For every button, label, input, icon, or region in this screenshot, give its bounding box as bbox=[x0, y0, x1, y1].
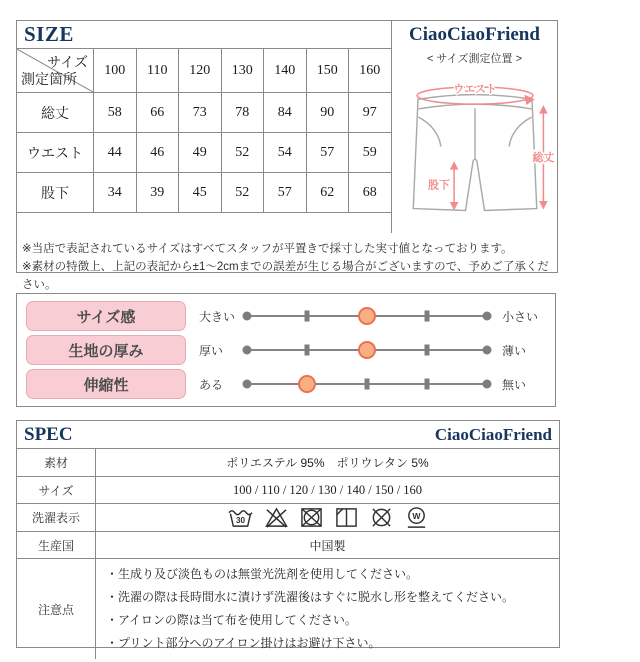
spec-row-material bbox=[17, 449, 559, 477]
table-cell: 44 bbox=[94, 133, 137, 173]
size-column-header: 130 bbox=[221, 49, 264, 93]
wet-clean-icon bbox=[404, 506, 429, 529]
slider-track bbox=[247, 339, 487, 361]
care-note-line: ・洗濯の際は長時間水に漬けず洗濯後はすぐに脱水し形を整えてください。 bbox=[106, 590, 515, 604]
size-table-area bbox=[17, 21, 391, 233]
slider-tick bbox=[425, 311, 430, 322]
size-section-title: SIZE bbox=[24, 22, 74, 46]
table-cell: 39 bbox=[136, 173, 179, 213]
size-disclaimer-notes bbox=[17, 233, 557, 294]
length-arrowhead-top bbox=[539, 105, 548, 114]
pants-measurement-illustration bbox=[394, 68, 556, 220]
table-cell: 84 bbox=[264, 93, 307, 133]
corner-label-measure-point: 測定箇所 bbox=[21, 71, 77, 87]
length-label: 総丈 bbox=[531, 152, 554, 165]
spec-header bbox=[17, 421, 559, 449]
table-cell: 78 bbox=[221, 93, 264, 133]
slider-marker bbox=[358, 341, 376, 359]
size-section bbox=[16, 20, 558, 291]
slider-endpoint-dot bbox=[483, 346, 492, 355]
slider-tick bbox=[425, 379, 430, 390]
laundry-icons bbox=[96, 504, 559, 531]
spec-row-care-notes bbox=[17, 559, 559, 659]
corner-label-size: サイズ bbox=[47, 54, 88, 70]
slider-endpoint-dot bbox=[243, 312, 252, 321]
svg-text:30: 30 bbox=[235, 516, 245, 526]
table-cell: 52 bbox=[221, 133, 264, 173]
length-arrowhead-bottom bbox=[539, 201, 548, 210]
row-label: 股下 bbox=[17, 173, 94, 213]
table-cell: 46 bbox=[136, 133, 179, 173]
table-row-inseam bbox=[17, 173, 392, 213]
slider-endpoint-dot bbox=[243, 380, 252, 389]
pants-diagram bbox=[392, 68, 557, 225]
size-range-value: 100 / 110 / 120 / 130 / 140 / 150 / 160 bbox=[232, 482, 423, 497]
size-upper-area bbox=[17, 21, 557, 233]
table-row-total-length bbox=[17, 93, 392, 133]
spec-row-country bbox=[17, 532, 559, 559]
inseam-arrowhead-bottom bbox=[449, 202, 458, 211]
slider-row-size-feel bbox=[17, 299, 555, 333]
spec-row-size bbox=[17, 477, 559, 504]
table-cell: 52 bbox=[221, 173, 264, 213]
care-note-line: ・アイロンの際は当て布を使用してください。 bbox=[106, 613, 357, 627]
row-label: 総丈 bbox=[17, 93, 94, 133]
slider-track bbox=[247, 305, 487, 327]
slider-left-label: 大きい bbox=[199, 309, 236, 324]
table-cell: 73 bbox=[179, 93, 222, 133]
size-column-header: 140 bbox=[264, 49, 307, 93]
table-cell: 58 bbox=[94, 93, 137, 133]
table-cell: 66 bbox=[136, 93, 179, 133]
slider-left-label: ある bbox=[199, 377, 224, 392]
spec-row-label: 洗濯表示 bbox=[17, 504, 96, 531]
slider-label: サイズ感 bbox=[76, 308, 136, 326]
spec-row-label: 注意点 bbox=[17, 559, 96, 659]
slider-track bbox=[247, 373, 487, 395]
country-value: 中国製 bbox=[309, 538, 346, 553]
row-label: ウエスト bbox=[17, 133, 94, 173]
slider-label-badge bbox=[26, 369, 186, 399]
slider-right-label: 無い bbox=[502, 377, 527, 392]
size-table bbox=[16, 48, 392, 213]
no-tumble-dry-icon bbox=[299, 506, 324, 529]
material-value: ポリエステル 95% ポリウレタン 5% bbox=[226, 456, 429, 470]
table-cell: 68 bbox=[349, 173, 392, 213]
size-column-header: 150 bbox=[306, 49, 349, 93]
care-note-line: ・プリント部分へのアイロン掛けはお避け下さい。 bbox=[106, 636, 381, 650]
table-cell: 49 bbox=[179, 133, 222, 173]
slider-right-label: 小さい bbox=[502, 309, 539, 324]
table-cell: 54 bbox=[264, 133, 307, 173]
inseam-label: 股下 bbox=[427, 179, 450, 192]
spec-row-laundry bbox=[17, 504, 559, 532]
table-cell: 90 bbox=[306, 93, 349, 133]
disclaimer-line: ※当店で表記されているサイズはすべてスタッフが平置きで採寸した実寸値となっております。 bbox=[22, 243, 513, 255]
size-column-header: 110 bbox=[136, 49, 179, 93]
no-bleach-icon bbox=[264, 506, 289, 529]
table-cell: 45 bbox=[179, 173, 222, 213]
wash-30-icon bbox=[227, 506, 254, 529]
no-dry-clean-icon bbox=[369, 506, 394, 529]
slider-marker bbox=[358, 307, 376, 325]
slider-tick bbox=[305, 311, 310, 322]
table-cell: 62 bbox=[306, 173, 349, 213]
slider-label: 伸縮性 bbox=[83, 376, 129, 394]
slider-label: 生地の厚み bbox=[68, 342, 144, 360]
spec-section-title: SPEC bbox=[24, 423, 73, 445]
care-note-line: ・生成り及び淡色ものは無蛍光洗剤を使用してください。 bbox=[106, 567, 419, 581]
table-row-waist bbox=[17, 133, 392, 173]
table-cell: 34 bbox=[94, 173, 137, 213]
care-notes-list bbox=[96, 559, 559, 659]
feature-sliders-section bbox=[16, 293, 556, 407]
inseam-arrowhead-top bbox=[449, 161, 458, 170]
disclaimer-line: ※素材の特徴上、上記の表記から±1～2cmまでの誤差が生じる場合がございますので、予めご了承ください。 bbox=[22, 260, 549, 291]
spec-row-label: 生産国 bbox=[17, 532, 96, 558]
slider-row-fabric-thickness bbox=[17, 333, 555, 367]
slider-endpoint-dot bbox=[483, 380, 492, 389]
slider-label-badge bbox=[26, 301, 186, 331]
table-cell: 59 bbox=[349, 133, 392, 173]
slider-left-label: 厚い bbox=[199, 343, 224, 358]
size-column-header: 120 bbox=[179, 49, 222, 93]
waist-label: ウエスト bbox=[452, 83, 497, 96]
spec-row-label: 素材 bbox=[17, 449, 96, 476]
slider-right-label: 薄い bbox=[502, 343, 527, 358]
slider-endpoint-dot bbox=[483, 312, 492, 321]
brand-logo-text: CiaoCiaoFriend bbox=[434, 424, 552, 444]
spec-row-label: サイズ bbox=[17, 477, 96, 503]
slider-marker bbox=[298, 375, 316, 393]
svg-text:W: W bbox=[411, 510, 421, 521]
slider-endpoint-dot bbox=[243, 346, 252, 355]
slider-tick bbox=[425, 345, 430, 356]
slider-tick bbox=[305, 345, 310, 356]
spec-section bbox=[16, 420, 560, 648]
slider-label-badge bbox=[26, 335, 186, 365]
slider-tick bbox=[365, 379, 370, 390]
brand-logo-text: CiaoCiaoFriend bbox=[409, 24, 540, 45]
size-table-corner-cell bbox=[17, 49, 94, 93]
shade-line-dry-icon bbox=[334, 506, 359, 529]
size-column-header: 160 bbox=[349, 49, 392, 93]
table-cell: 57 bbox=[306, 133, 349, 173]
measurement-diagram-area bbox=[391, 21, 557, 233]
table-cell: 97 bbox=[349, 93, 392, 133]
size-column-header: 100 bbox=[94, 49, 137, 93]
diagram-caption: < サイズ測定位置 > bbox=[426, 53, 523, 65]
slider-row-stretch bbox=[17, 367, 555, 401]
table-cell: 57 bbox=[264, 173, 307, 213]
